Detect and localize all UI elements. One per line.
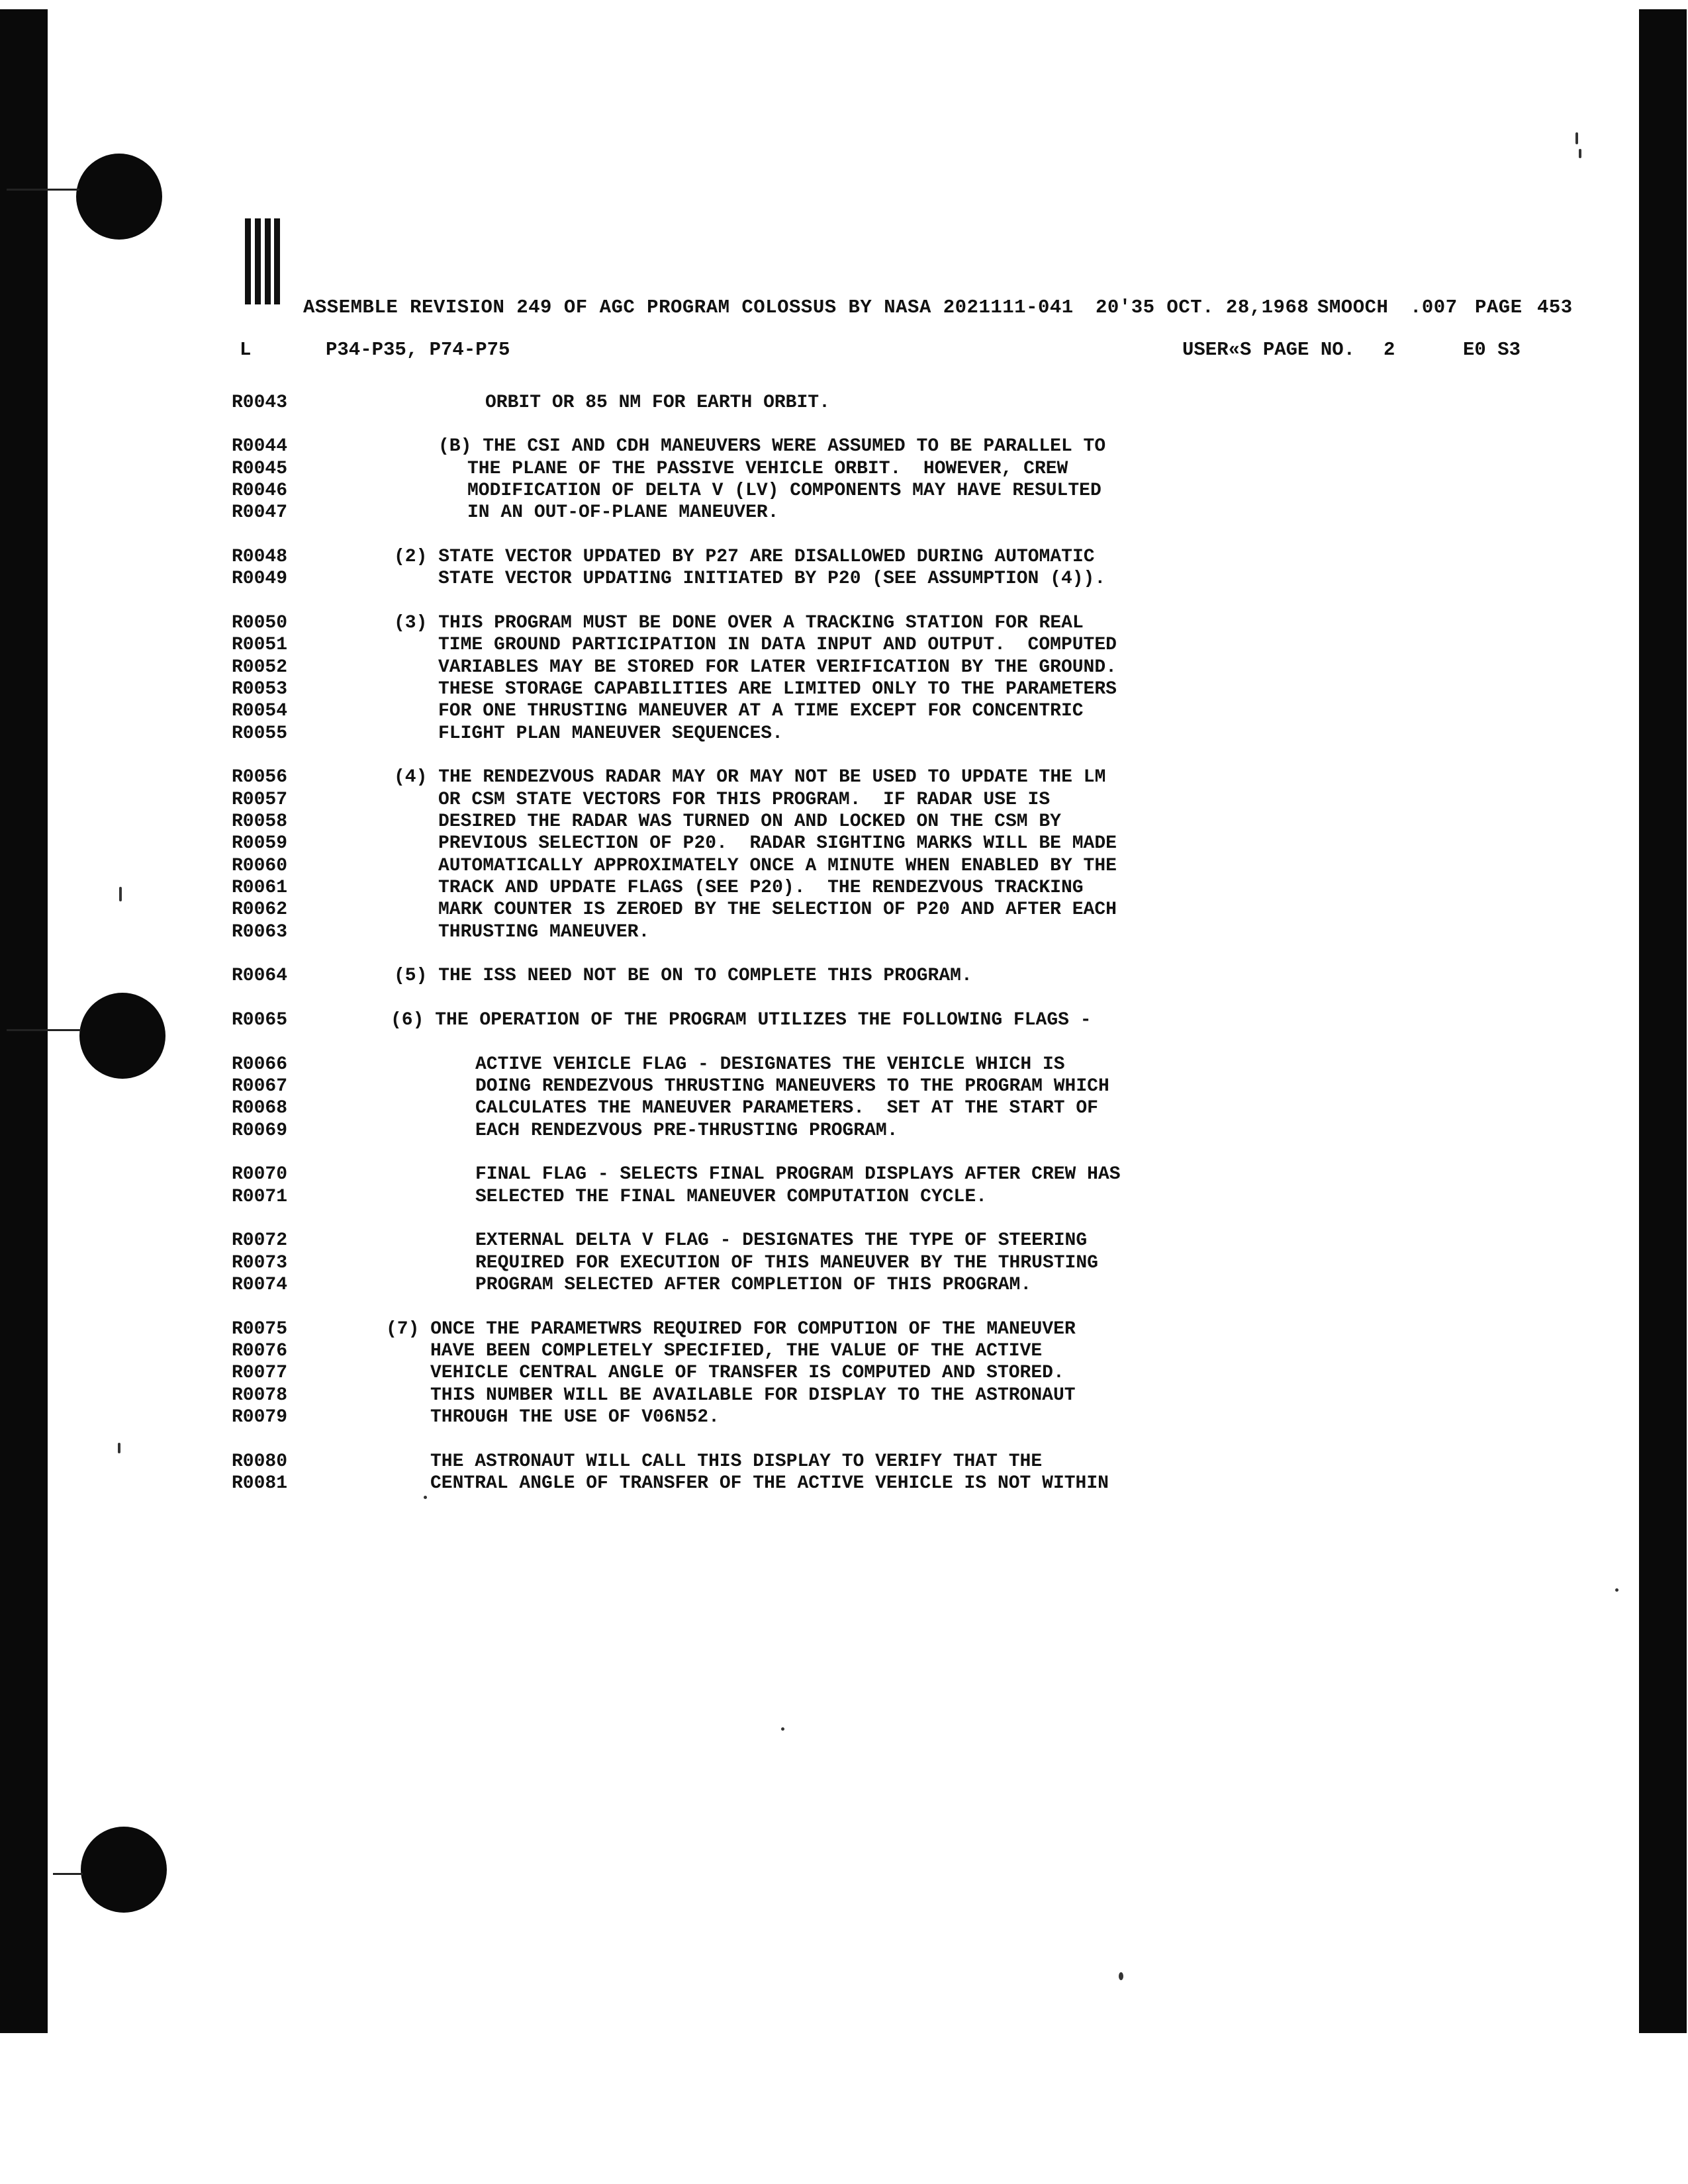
listing-line	[0, 568, 1589, 590]
listing-line	[0, 899, 1589, 921]
listing-line	[0, 723, 1589, 745]
line-text: EACH RENDEZVOUS PRE-THRUSTING PROGRAM.	[475, 1120, 898, 1141]
listing-header	[0, 296, 1688, 326]
line-text: FINAL FLAG - SELECTS FINAL PROGRAM DISPLAYS AFTER CREW HAS	[475, 1164, 1121, 1185]
line-text: (6) THE OPERATION OF THE PROGRAM UTILIZES THE FOLLOWING FLAGS -	[391, 1010, 1092, 1030]
listing-line	[0, 855, 1589, 878]
listing-line	[0, 1362, 1589, 1385]
users-page-label: USER«S PAGE NO.	[1182, 339, 1356, 361]
line-text: CALCULATES THE MANEUVER PARAMETERS. SET AT THE START OF	[475, 1098, 1098, 1118]
line-id: R0072	[232, 1230, 288, 1251]
line-id: R0070	[232, 1164, 288, 1185]
line-text: STATE VECTOR UPDATING INITIATED BY P20 (SEE ASSUMPTION (4)).	[438, 569, 1106, 589]
line-id: R0054	[232, 701, 288, 721]
listing-line	[0, 1163, 1589, 1186]
line-id: R0074	[232, 1275, 288, 1295]
listing-line	[0, 1340, 1589, 1363]
page-number: 453	[1537, 296, 1573, 318]
line-id: R0048	[232, 547, 288, 567]
listing-line	[0, 877, 1589, 899]
line-text: VEHICLE CENTRAL ANGLE OF TRANSFER IS COMPUTED AND STORED.	[430, 1363, 1064, 1383]
line-text: HAVE BEEN COMPLETELY SPECIFIED, THE VALUE OF THE ACTIVE	[430, 1341, 1043, 1361]
scan-speck	[424, 1496, 427, 1499]
listing-line	[0, 833, 1589, 855]
listing-line	[0, 700, 1589, 723]
section-title: P34-P35, P74-P75	[326, 339, 510, 361]
line-id: R0059	[232, 833, 288, 854]
line-text: TRACK AND UPDATE FLAGS (SEE P20). THE RENDEZVOUS TRACKING	[438, 878, 1084, 898]
listing-line	[0, 634, 1589, 657]
listing-line	[0, 1406, 1589, 1429]
line-id: R0080	[232, 1451, 288, 1472]
line-text: VARIABLES MAY BE STORED FOR LATER VERIFICATION BY THE GROUND.	[438, 657, 1117, 678]
line-id: R0067	[232, 1076, 288, 1097]
line-text: MODIFICATION OF DELTA V (LV) COMPONENTS MAY HAVE RESULTED	[467, 480, 1102, 501]
line-id: R0063	[232, 922, 288, 942]
line-text: PREVIOUS SELECTION OF P20. RADAR SIGHTING MARKS WILL BE MADE	[438, 833, 1117, 854]
line-id: R0044	[232, 436, 288, 457]
line-id: R0058	[232, 811, 288, 832]
listing-line	[0, 546, 1589, 569]
listing-line	[0, 1451, 1589, 1473]
listing-line	[0, 1230, 1589, 1252]
line-id: R0077	[232, 1363, 288, 1383]
line-text: THRUSTING MANEUVER.	[438, 922, 650, 942]
line-text: (B) THE CSI AND CDH MANEUVERS WERE ASSUMED TO BE PARALLEL TO	[438, 436, 1106, 457]
line-id: R0052	[232, 657, 288, 678]
listing-line	[0, 811, 1589, 833]
line-text: DOING RENDEZVOUS THRUSTING MANEUVERS TO THE PROGRAM WHICH	[475, 1076, 1109, 1097]
line-id: R0078	[232, 1385, 288, 1406]
line-id: R0062	[232, 899, 288, 920]
listing-line	[0, 458, 1589, 480]
listing-line	[0, 766, 1589, 789]
listing-line	[0, 435, 1589, 458]
line-text: IN AN OUT-OF-PLANE MANEUVER.	[467, 502, 779, 523]
line-id: R0047	[232, 502, 288, 523]
line-id: R0076	[232, 1341, 288, 1361]
line-text: ACTIVE VEHICLE FLAG - DESIGNATES THE VEHICLE WHICH IS	[475, 1054, 1065, 1075]
listing-line	[0, 965, 1589, 987]
timestamp: 20'35 OCT. 28,1968	[1096, 296, 1309, 318]
line-id: R0049	[232, 569, 288, 589]
line-text: FOR ONE THRUSTING MANEUVER AT A TIME EXCEPT FOR CONCENTRIC	[438, 701, 1084, 721]
users-page-number: 2	[1383, 339, 1395, 361]
listing-line	[0, 1274, 1589, 1297]
version: .007	[1410, 296, 1458, 318]
listing-line	[0, 789, 1589, 811]
line-text: OR CSM STATE VECTORS FOR THIS PROGRAM. IF RADAR USE IS	[438, 790, 1051, 810]
column-label: L	[240, 339, 252, 361]
line-id: R0046	[232, 480, 288, 501]
line-id: R0053	[232, 679, 288, 700]
scan-speck	[781, 1727, 784, 1731]
line-id: R0065	[232, 1010, 288, 1030]
scan-speck	[1615, 1588, 1618, 1592]
scan-speck	[119, 887, 122, 901]
line-text: EXTERNAL DELTA V FLAG - DESIGNATES THE TYPE OF STEERING	[475, 1230, 1088, 1251]
line-id: R0056	[232, 767, 288, 788]
line-id: R0081	[232, 1473, 288, 1494]
line-id: R0043	[232, 392, 288, 413]
line-text: (5) THE ISS NEED NOT BE ON TO COMPLETE THIS PROGRAM.	[394, 966, 972, 986]
punch-hole-top	[76, 154, 162, 240]
line-text: SELECTED THE FINAL MANEUVER COMPUTATION CYCLE.	[475, 1187, 987, 1207]
line-id: R0073	[232, 1253, 288, 1273]
line-id: R0079	[232, 1407, 288, 1428]
line-text: PROGRAM SELECTED AFTER COMPLETION OF THIS PROGRAM.	[475, 1275, 1032, 1295]
line-text: CENTRAL ANGLE OF TRANSFER OF THE ACTIVE VEHICLE IS NOT WITHIN	[430, 1473, 1109, 1494]
punch-hole-bottom	[81, 1827, 167, 1913]
line-text: FLIGHT PLAN MANEUVER SEQUENCES.	[438, 723, 783, 744]
line-id: R0068	[232, 1098, 288, 1118]
assembly-title: ASSEMBLE REVISION 249 OF AGC PROGRAM COLOSSUS BY NASA 2021111-041	[303, 296, 1074, 318]
listing-line	[0, 657, 1589, 679]
listing-subheader	[0, 339, 1688, 368]
listing-line	[0, 678, 1589, 701]
line-text: (7) ONCE THE PARAMETWRS REQUIRED FOR COMPUTION OF THE MANEUVER	[386, 1319, 1076, 1340]
hole-mark	[53, 1873, 83, 1875]
line-id: R0075	[232, 1319, 288, 1340]
listing-line	[0, 1009, 1589, 1032]
line-text: ORBIT OR 85 NM FOR EARTH ORBIT.	[485, 392, 830, 413]
listing-line	[0, 612, 1589, 635]
line-text: REQUIRED FOR EXECUTION OF THIS MANEUVER BY THE THRUSTING	[475, 1253, 1098, 1273]
line-text: DESIRED THE RADAR WAS TURNED ON AND LOCKED ON THE CSM BY	[438, 811, 1061, 832]
line-text: AUTOMATICALLY APPROXIMATELY ONCE A MINUTE WHEN ENABLED BY THE	[438, 856, 1117, 876]
line-id: R0051	[232, 635, 288, 655]
line-id: R0064	[232, 966, 288, 986]
listing-line	[0, 1120, 1589, 1142]
listing-line	[0, 1385, 1589, 1407]
line-id: R0060	[232, 856, 288, 876]
scan-speck	[1579, 149, 1581, 158]
scan-speck	[1119, 1972, 1123, 1980]
user-name: SMOOCH	[1317, 296, 1389, 318]
line-text: THE ASTRONAUT WILL CALL THIS DISPLAY TO VERIFY THAT THE	[430, 1451, 1043, 1472]
line-id: R0050	[232, 613, 288, 633]
hole-mark	[7, 189, 79, 191]
line-text: THE PLANE OF THE PASSIVE VEHICLE ORBIT. HOWEVER, CREW	[467, 459, 1068, 479]
line-text: (3) THIS PROGRAM MUST BE DONE OVER A TRACKING STATION FOR REAL	[394, 613, 1084, 633]
line-text: TIME GROUND PARTICIPATION IN DATA INPUT AND OUTPUT. COMPUTED	[438, 635, 1117, 655]
line-id: R0045	[232, 459, 288, 479]
listing-line	[0, 921, 1589, 944]
line-text: THIS NUMBER WILL BE AVAILABLE FOR DISPLAY TO THE ASTRONAUT	[430, 1385, 1076, 1406]
listing-line	[0, 1097, 1589, 1120]
line-id: R0066	[232, 1054, 288, 1075]
line-id: R0057	[232, 790, 288, 810]
listing-line	[0, 1186, 1589, 1208]
listing-line	[0, 1252, 1589, 1275]
line-text: THROUGH THE USE OF V06N52.	[430, 1407, 720, 1428]
listing-line	[0, 1473, 1589, 1495]
listing-line	[0, 480, 1589, 502]
line-id: R0061	[232, 878, 288, 898]
scan-speck	[1575, 132, 1578, 144]
section-code: E0 S3	[1463, 339, 1521, 361]
line-id: R0055	[232, 723, 288, 744]
listing-line	[0, 1075, 1589, 1098]
line-id: R0071	[232, 1187, 288, 1207]
scan-speck	[118, 1443, 120, 1453]
line-text: MARK COUNTER IS ZEROED BY THE SELECTION OF P20 AND AFTER EACH	[438, 899, 1117, 920]
line-text: (2) STATE VECTOR UPDATED BY P27 ARE DISALLOWED DURING AUTOMATIC	[394, 547, 1095, 567]
listing-line	[0, 1054, 1589, 1076]
listing-line	[0, 502, 1589, 524]
page-label: PAGE	[1475, 296, 1523, 318]
line-text: THESE STORAGE CAPABILITIES ARE LIMITED ONLY TO THE PARAMETERS	[438, 679, 1117, 700]
listing-line	[0, 1318, 1589, 1341]
line-text: (4) THE RENDEZVOUS RADAR MAY OR MAY NOT BE USED TO UPDATE THE LM	[394, 767, 1106, 788]
line-id: R0069	[232, 1120, 288, 1141]
listing-line	[0, 392, 1589, 414]
